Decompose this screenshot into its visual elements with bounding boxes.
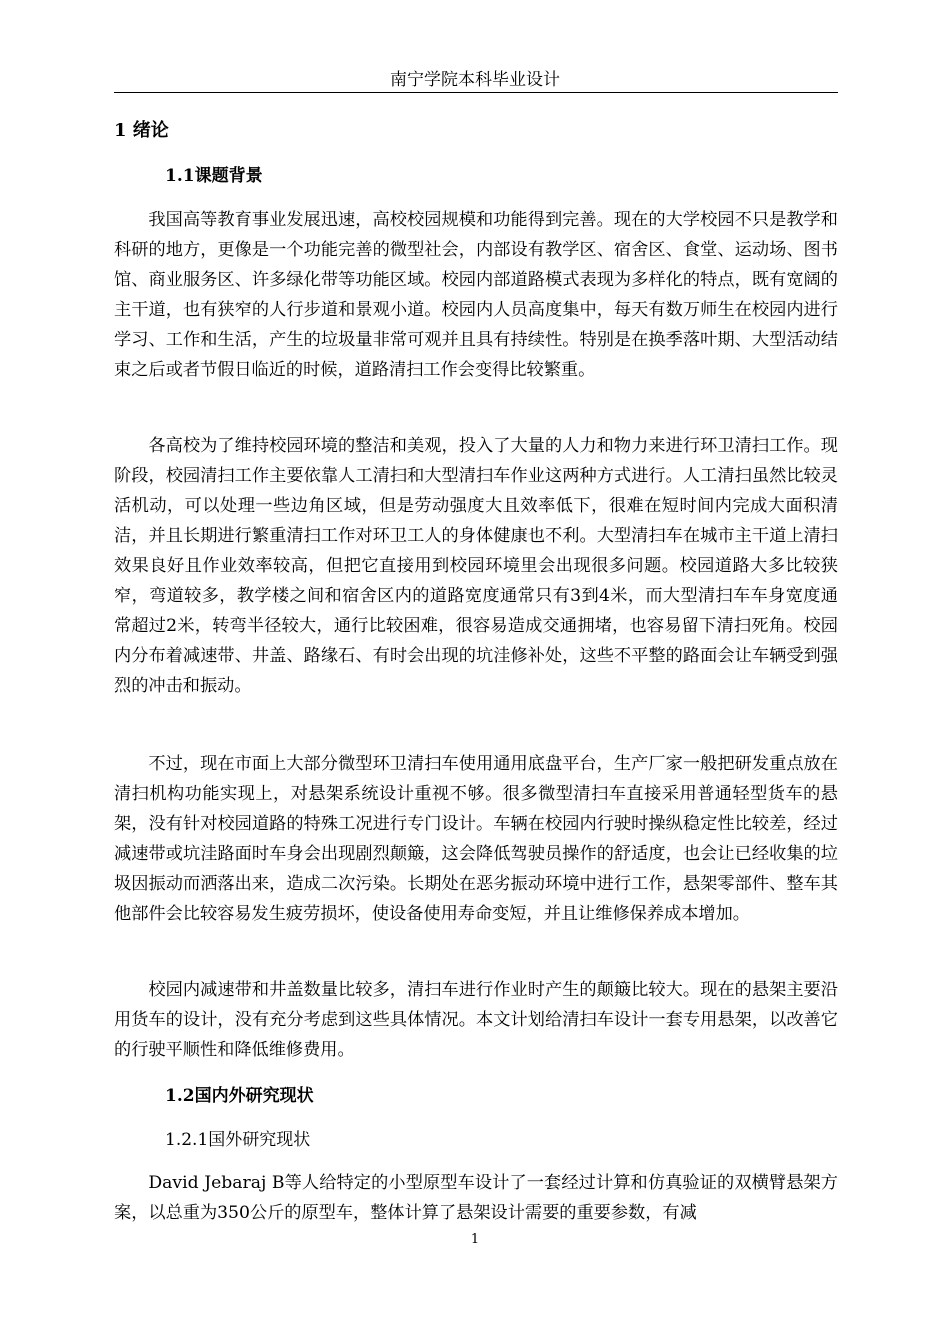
subsection-title-1-2-1: 1.2.1国外研究现状 — [165, 1130, 311, 1150]
paragraph-background-3: 不过，现在市面上大部分微型环卫清扫车使用通用底盘平台，生产厂家一般把研发重点放在清扫机构功能实现上，对悬架系统设计重视不够。很多微型清扫车直接采用普通轻型货车的悬架，没有针对校园道路的特殊工况进行专门设计。车辆在校园内行驶时操纵稳定性比较差，经过减速带或坑洼路面时车身会出现剧烈颠簸，这会降低驾驶员操作的舒适度，也会让已经收集的垃圾因振动而洒落出来，造成二次污染。长期处在恶劣振动环境中进行工作，悬架零部件、整车其他部件会比较容易发生疲劳损坏，使设备使用寿命变短，并且让维修保养成本增加。 — [114, 754, 838, 924]
paragraph-background-4: 校园内减速带和井盖数量比较多，清扫车进行作业时产生的颠簸比较大。现在的悬架主要沿用货车的设计，没有充分考虑到这些具体情况。本文计划给清扫车设计一套专用悬架，以改善它的行驶平顺性和降低维修费用。 — [114, 980, 838, 1060]
section-title-1-1: 1.1课题背景 — [165, 166, 263, 186]
paragraph-background-2: 各高校为了维持校园环境的整洁和美观，投入了大量的人力和物力来进行环卫清扫工作。现阶段，校园清扫工作主要依靠人工清扫和大型清扫车作业这两种方式进行。人工清扫虽然比较灵活机动，可以处理一些边角区域，但是劳动强度大且效率低下，很难在短时间内完成大面积清洁，并且长期进行繁重清扫工作对环卫工人的身体健康也不利。大型清扫车在城市主干道上清扫效果良好且作业效率较高，但把它直接用到校园环境里会出现很多问题。校园道路大多比较狭窄，弯道较多，教学楼之间和宿舍区内的道路宽度通常只有3到4米，而大型清扫车车身宽度通常超过2米，转弯半径较大，通行比较困难，很容易造成交通拥堵，也容易留下清扫死角。校园内分布着减速带、井盖、路缘石、有时会出现的坑洼修补处，这些不平整的路面会让车辆受到强烈的冲击和振动。 — [114, 436, 838, 696]
running-header: 南宁学院本科毕业设计 — [390, 70, 560, 90]
section-title-1-2: 1.2国内外研究现状 — [165, 1086, 314, 1106]
header-divider — [114, 92, 838, 93]
page-number: 1 — [470, 1232, 480, 1247]
chapter-title: 1 绪论 — [114, 120, 169, 141]
paragraph-background-1: 我国高等教育事业发展迅速，高校校园规模和功能得到完善。现在的大学校园不只是教学和科研的地方，更像是一个功能完善的微型社会，内部设有教学区、宿舍区、食堂、运动场、图书馆、商业服务区、许多绿化带等功能区域。校园内部道路模式表现为多样化的特点，既有宽阔的主干道，也有狭窄的人行步道和景观小道。校园内人员高度集中，每天有数万师生在校园内进行学习、工作和生活，产生的垃圾量非常可观并且具有持续性。特别是在换季落叶期、大型活动结束之后或者节假日临近的时候，道路清扫工作会变得比较繁重。 — [114, 210, 838, 380]
paragraph-foreign-research: David Jebaraj B等人给特定的小型原型车设计了一套经过计算和仿真验证的双横臂悬架方案，以总重为350公斤的原型车，整体计算了悬架设计需要的重要参数，有减 — [114, 1173, 838, 1223]
